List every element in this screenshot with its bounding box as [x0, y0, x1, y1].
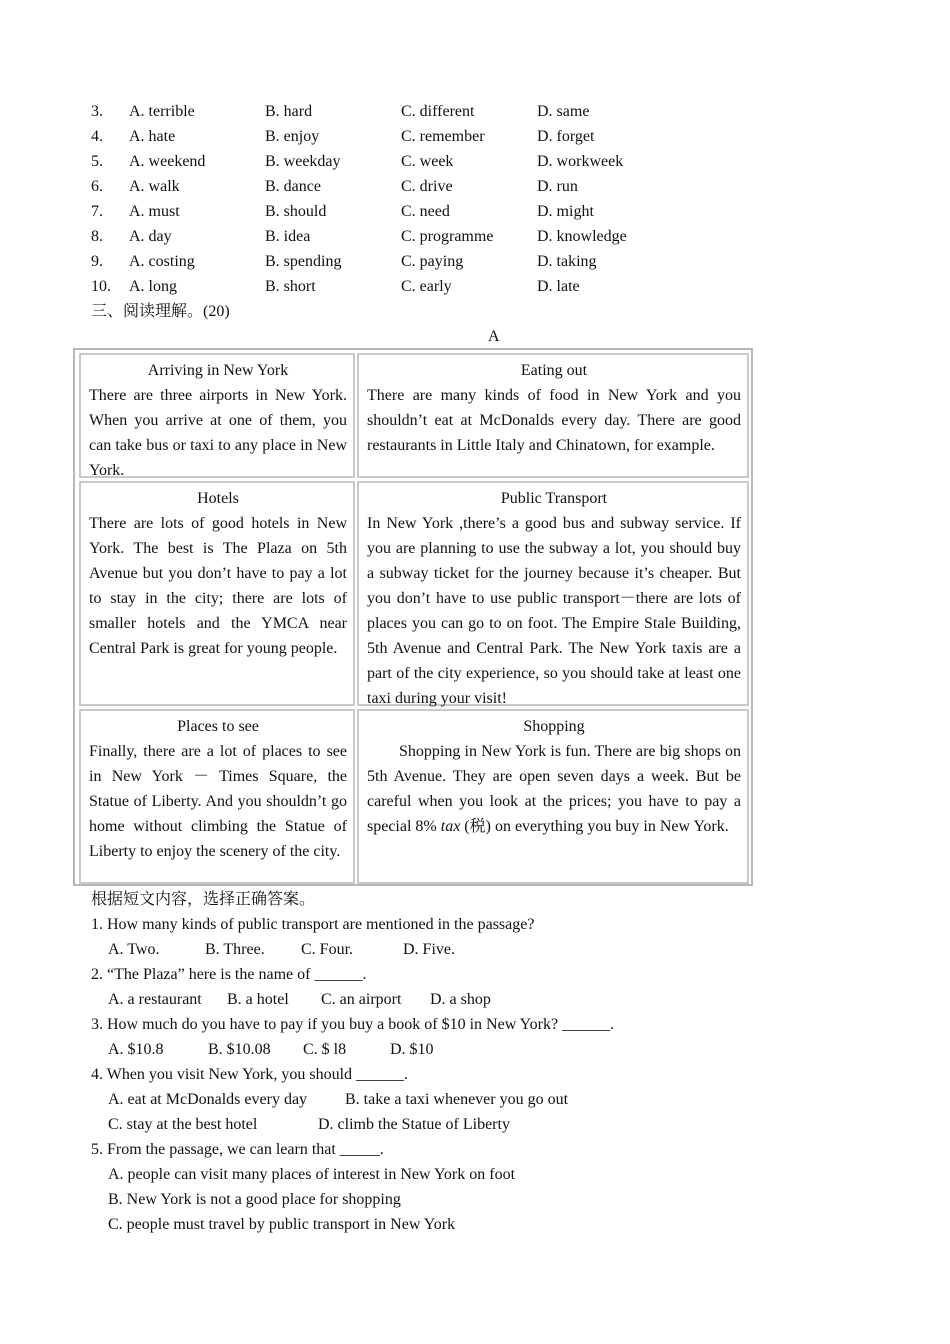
option-a: A. costing — [129, 253, 195, 270]
option-number: 10. — [91, 278, 111, 295]
option-a: A. hate — [129, 128, 176, 145]
cell-hotels — [79, 481, 355, 706]
option-d: D. taking — [537, 253, 597, 270]
option-number: 3. — [91, 103, 103, 120]
option-c: C. programme — [401, 228, 494, 245]
option-row — [0, 174, 700, 199]
option-number: 7. — [91, 203, 103, 220]
cell-heading: Shopping — [523, 718, 585, 735]
option-number: 5. — [91, 153, 103, 170]
question-text: 1. How many kinds of public transport are mentioned in the passage? — [91, 916, 535, 933]
option-a: A. weekend — [129, 153, 206, 170]
option-c: C. drive — [401, 178, 453, 195]
option-d: D. workweek — [537, 153, 624, 170]
cell-text: There are lots of good hotels in New York. The best is The Plaza on 5th Avenue but you don’t have to pay a lot to stay in the city; there are lots of smaller hotels and the YMCA near Central Park is great for young people. — [89, 515, 347, 657]
answer-option: D. $10 — [390, 1041, 434, 1058]
cell-text — [367, 739, 741, 839]
cell-heading: Places to see — [177, 718, 259, 735]
option-d: D. knowledge — [537, 228, 627, 245]
reading-table — [73, 348, 753, 886]
option-b: B. idea — [265, 228, 311, 245]
option-a: A. long — [129, 278, 177, 295]
answer-option: C. $ l8 — [303, 1041, 347, 1058]
option-d: D. same — [537, 103, 590, 120]
option-row — [0, 199, 700, 224]
option-row — [0, 124, 700, 149]
answer-option: D. climb the Statue of Liberty — [318, 1116, 510, 1133]
answer-option: C. stay at the best hotel — [108, 1116, 258, 1133]
cell-transport — [357, 481, 749, 706]
section-title: 三、阅读理解。(20) — [91, 303, 230, 320]
answer-option: B. take a taxi whenever you go out — [345, 1091, 569, 1108]
answer-option: A. people can visit many places of interest in New York on foot — [108, 1166, 516, 1183]
option-row — [0, 224, 700, 249]
tax-word: tax — [440, 818, 461, 835]
option-c: C. need — [401, 203, 450, 220]
option-d: D. run — [537, 178, 578, 195]
answer-option: A. eat at McDonalds every day — [108, 1091, 308, 1108]
cell-eating — [357, 353, 749, 478]
option-c: C. different — [401, 103, 475, 120]
cell-shopping — [357, 709, 749, 884]
answer-option: B. $10.08 — [208, 1041, 271, 1058]
cell-text: There are many kinds of food in New York and you shouldn’t eat at McDonalds every day. There are good restaurants in Little Italy and Chinatown, for example. — [367, 387, 741, 454]
option-b: B. short — [265, 278, 316, 295]
passage-label: A — [488, 328, 500, 345]
option-c: C. early — [401, 278, 452, 295]
answer-option: A. $10.8 — [108, 1041, 164, 1058]
answer-option: C. Four. — [301, 941, 354, 958]
shopping-text-before: Shopping in New York is fun. There are big shops on 5th Avenue. They are open seven days a week. But be careful when you look at the prices; you have to pay a special 8% — [367, 743, 741, 835]
option-d: D. might — [537, 203, 594, 220]
answer-option: D. a shop — [430, 991, 491, 1008]
question-text: 2. “The Plaza” here is the name of ______. — [91, 966, 367, 983]
option-a: A. must — [129, 203, 180, 220]
option-row — [0, 99, 700, 124]
option-row — [0, 249, 700, 274]
option-a: A. day — [129, 228, 172, 245]
answer-option: A. a restaurant — [108, 991, 202, 1008]
option-number: 8. — [91, 228, 103, 245]
answer-option: C. people must travel by public transport in New York — [108, 1216, 456, 1233]
option-d: D. forget — [537, 128, 595, 145]
cell-text: In New York ,there’s a good bus and subway service. If you are planning to use the subway a lot, you should buy a subway ticket for the journey because it’s cheaper. But you don’t have to use public transport－there are lots of places you can go to on foot. The Empire Stale Building, 5th Avenue and Central Park. The New York taxis are a part of the city experience, so you should take at least one taxi during your visit! — [367, 515, 741, 707]
cell-heading: Hotels — [197, 490, 239, 507]
cell-text: Finally, there are a lot of places to see in New York － Times Square, the Statue of Liberty. And you shouldn’t go home without climbing the Statue of Liberty to enjoy the scenery of the city. — [89, 743, 347, 860]
question-text: 3. How much do you have to pay if you buy a book of $10 in New York? ______. — [91, 1016, 615, 1033]
option-row — [0, 274, 700, 299]
option-b: B. enjoy — [265, 128, 320, 145]
option-number: 6. — [91, 178, 103, 195]
option-number: 9. — [91, 253, 103, 270]
answer-option: B. New York is not a good place for shopping — [108, 1191, 401, 1208]
option-b: B. should — [265, 203, 327, 220]
answer-option: B. Three. — [205, 941, 265, 958]
cell-text: There are three airports in New York. When you arrive at one of them, you can take bus or taxi to any place in New York. — [89, 387, 347, 479]
option-a: A. walk — [129, 178, 180, 195]
question-text: 4. When you visit New York, you should ______. — [91, 1066, 409, 1083]
option-b: B. hard — [265, 103, 313, 120]
answer-option: C. an airport — [321, 991, 402, 1008]
cell-heading: Public Transport — [500, 490, 608, 507]
cell-heading: Eating out — [520, 362, 588, 379]
option-c: C. paying — [401, 253, 464, 270]
answer-option: B. a hotel — [227, 991, 289, 1008]
option-d: D. late — [537, 278, 580, 295]
question-text: 5. From the passage, we can learn that _____. — [91, 1141, 384, 1158]
option-row — [0, 149, 700, 174]
option-b: B. dance — [265, 178, 321, 195]
option-c: C. week — [401, 153, 454, 170]
option-b: B. weekday — [265, 153, 341, 170]
instruction: 根据短文内容，选择正确答案。 — [91, 891, 316, 908]
cell-arriving — [79, 353, 355, 478]
answer-option: D. Five. — [403, 941, 455, 958]
option-b: B. spending — [265, 253, 342, 270]
option-a: A. terrible — [129, 103, 195, 120]
answer-option: A. Two. — [108, 941, 160, 958]
cell-heading: Arriving in New York — [147, 362, 289, 379]
option-number: 4. — [91, 128, 103, 145]
cell-places — [79, 709, 355, 884]
option-c: C. remember — [401, 128, 485, 145]
shopping-text-after: (税) on everything you buy in New York. — [460, 818, 729, 835]
